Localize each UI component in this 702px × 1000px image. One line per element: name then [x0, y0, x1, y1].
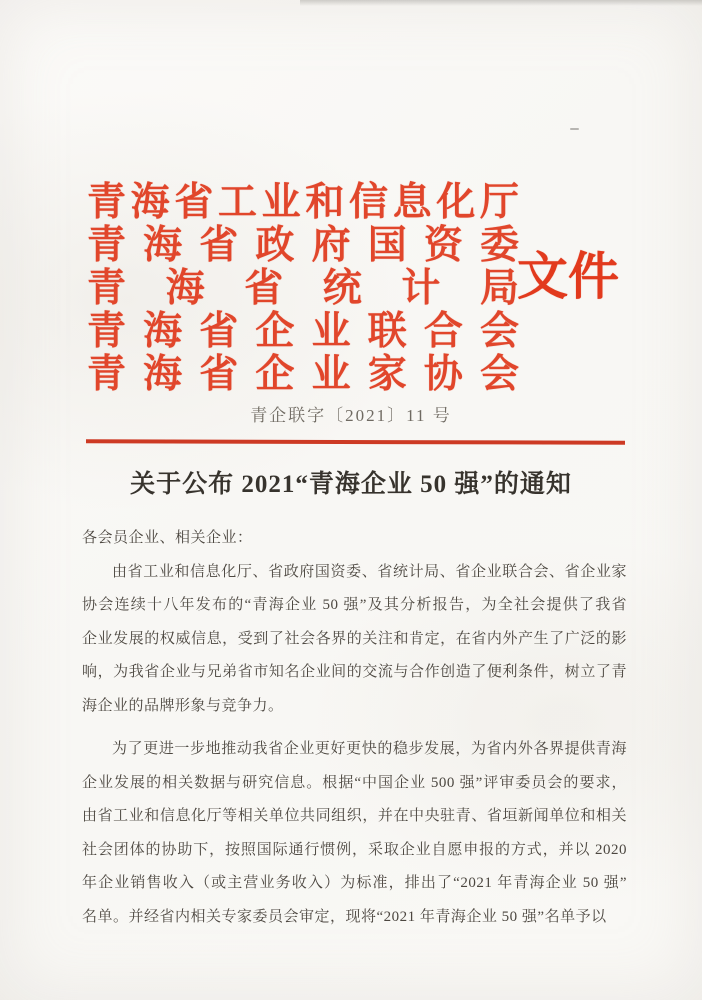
salutation-line: 各会员企业、相关企业： [82, 530, 253, 546]
paragraph-1-line-4: 响，为我省企业与兄弟省市知名企业间的交流与合作创造了便利条件，树立了青 [82, 664, 627, 680]
document-number: 青企联字〔2021〕11 号 [250, 406, 452, 425]
paragraph-2-line-1: 为了更进一步地推动我省企业更好更快的稳步发展，为省内外各界提供青海 [112, 741, 627, 757]
paragraph-2-line-5: 年企业销售收入（或主营业务收入）为标准，排出了“2021 年青海企业 50 强” [82, 875, 627, 891]
scan-artifact [570, 128, 579, 130]
paragraph-1-line-3: 企业发展的权威信息，受到了社会各界的关注和肯定，在省内外产生了广泛的影 [82, 630, 627, 647]
paragraph-2 [82, 733, 627, 934]
scan-edge-shadow [300, 0, 702, 6]
letterhead-agency-1: 青海省工业和信息化厅 [87, 181, 519, 224]
paragraph-1-line-5: 海企业的品牌形象与竞争力。 [82, 697, 284, 714]
document-mark: 文件 [517, 250, 620, 306]
paragraph-1 [82, 556, 627, 724]
paragraph-2-line-4: 社会团体的协助下，按照国际通行惯例，采取企业自愿申报的方式，并以 2020 [82, 841, 627, 858]
letterhead-agency-3: 青海省统计局 [87, 267, 519, 310]
salutation-paragraph [82, 522, 627, 556]
paragraph-1-line-2: 协会连续十八年发布的“青海企业 50 强”及其分析报告，为全社会提供了我省 [82, 597, 627, 613]
paragraph-2-line-3: 由省工业和信息化厅等相关单位共同组织，并在中央驻青、省垣新闻单位和相关 [82, 808, 627, 824]
page-title: 关于公布 2021“青海企业 50 强”的通知 [130, 471, 572, 498]
red-divider-line [86, 439, 625, 444]
letterhead-agency-2: 青海省政府国资委 [87, 224, 519, 267]
paragraph-2-line-6: 名单。并经省内相关专家委员会审定，现将“2021 年青海企业 50 强”名单予以 [82, 908, 607, 925]
paragraph-1-line-1: 由省工业和信息化厅、省政府国资委、省统计局、省企业联合会、省企业家 [112, 563, 627, 580]
letterhead-agency-5: 青海省企业家协会 [87, 353, 519, 396]
letterhead [87, 181, 519, 396]
letterhead-agency-4: 青海省企业联合会 [87, 310, 519, 353]
document-body [82, 522, 627, 934]
paragraph-2-line-2: 企业发展的相关数据与研究信息。根据“中国企业 500 强”评审委员会的要求， [82, 774, 627, 791]
